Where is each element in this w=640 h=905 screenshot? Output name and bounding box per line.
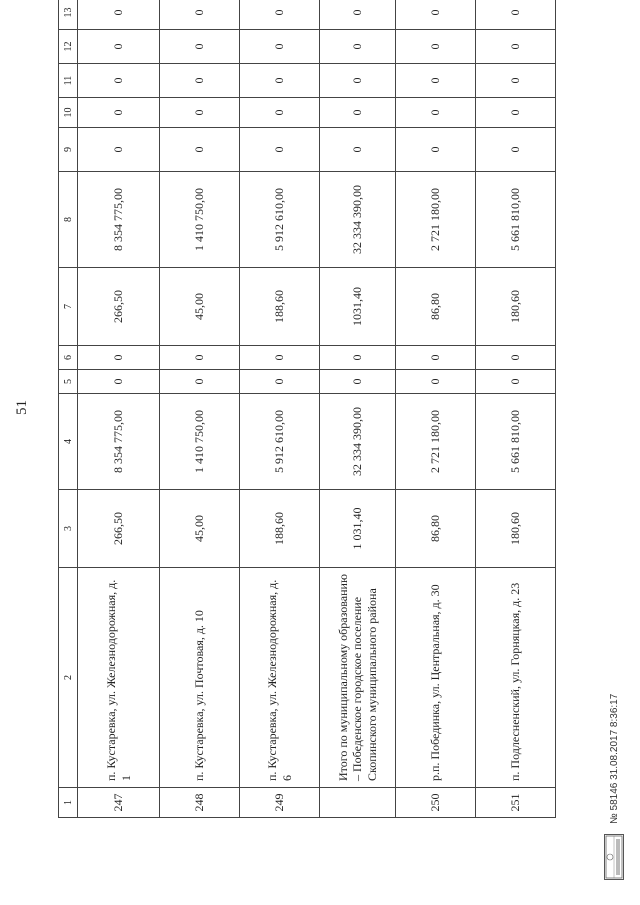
address-cell: п. Кустаревка, ул. Железнодорожная, д. 1 — [78, 568, 160, 788]
header-cell: 1 — [59, 788, 78, 818]
value-cell: 1 410 750,00 — [160, 394, 240, 490]
value-cell: 5 661 810,00 — [476, 394, 556, 490]
value-cell: 266,50 — [78, 268, 160, 346]
value-cell: 0 — [78, 128, 160, 172]
value-cell: 0 — [240, 0, 320, 30]
value-cell: 266,50 — [78, 490, 160, 568]
table-row — [78, 0, 160, 818]
value-cell: 0 — [160, 346, 240, 370]
value-cell: 32 334 390,00 — [320, 172, 396, 268]
value-cell: 0 — [396, 128, 476, 172]
table-row — [476, 0, 556, 818]
header-cell: 3 — [59, 490, 78, 568]
value-cell: 0 — [160, 64, 240, 98]
page-number: 51 — [14, 400, 30, 415]
address-cell: п. Подлесненский, ул. Горняцкая, д. 23 — [476, 568, 556, 788]
value-cell: 0 — [476, 128, 556, 172]
value-cell: 0 — [240, 370, 320, 394]
value-cell: 180,60 — [476, 268, 556, 346]
header-cell: 8 — [59, 172, 78, 268]
value-cell: 0 — [396, 98, 476, 128]
value-cell: 1031,40 — [320, 268, 396, 346]
address-cell: р.п. Побединка, ул. Центральная, д. 30 — [396, 568, 476, 788]
value-cell: 0 — [78, 30, 160, 64]
value-cell: 0 — [476, 346, 556, 370]
value-cell: 188,60 — [240, 268, 320, 346]
value-cell: 0 — [476, 64, 556, 98]
value-cell: 0 — [78, 370, 160, 394]
header-cell: 4 — [59, 394, 78, 490]
value-cell: 45,00 — [160, 268, 240, 346]
value-cell: 0 — [320, 346, 396, 370]
value-cell: 86,80 — [396, 268, 476, 346]
header-cell: 7 — [59, 268, 78, 346]
row-number-cell: 248 — [160, 788, 240, 818]
value-cell: 0 — [160, 30, 240, 64]
header-cell: 2 — [59, 568, 78, 788]
row-number-cell: 251 — [476, 788, 556, 818]
value-cell: 188,60 — [240, 490, 320, 568]
header-cell: 11 — [59, 64, 78, 98]
value-cell: 0 — [78, 346, 160, 370]
value-cell: 0 — [240, 98, 320, 128]
value-cell: 1 410 750,00 — [160, 172, 240, 268]
row-number-cell: 247 — [78, 788, 160, 818]
value-cell: 0 — [476, 98, 556, 128]
value-cell: 0 — [240, 64, 320, 98]
value-cell: 0 — [160, 98, 240, 128]
address-cell: Итого по муниципальному образованию – Победенское городское поселение Скопинского муниципального района — [320, 568, 396, 788]
value-cell: 8 354 775,00 — [78, 172, 160, 268]
value-cell: 0 — [320, 98, 396, 128]
value-cell: 0 — [396, 346, 476, 370]
value-cell: 2 721 180,00 — [396, 172, 476, 268]
table-row — [396, 0, 476, 818]
table-row — [160, 0, 240, 818]
value-cell: 0 — [78, 98, 160, 128]
row-number-cell — [320, 788, 396, 818]
value-cell: 5 912 610,00 — [240, 172, 320, 268]
register-table — [58, 0, 556, 818]
header-cell: 10 — [59, 98, 78, 128]
value-cell: 0 — [476, 370, 556, 394]
value-cell: 0 — [160, 0, 240, 30]
value-cell: 5 912 610,00 — [240, 394, 320, 490]
value-cell: 0 — [320, 0, 396, 30]
registration-number: № 58146 31.08.2017 8:36:17 — [608, 693, 620, 824]
value-cell: 1 031,40 — [320, 490, 396, 568]
header-cell: 13 — [59, 0, 78, 30]
value-cell: 0 — [78, 0, 160, 30]
value-cell: 0 — [160, 128, 240, 172]
value-cell: 0 — [240, 346, 320, 370]
register-table-frame — [58, 7, 530, 818]
value-cell: 0 — [320, 64, 396, 98]
header-cell: 5 — [59, 370, 78, 394]
value-cell: 5 661 810,00 — [476, 172, 556, 268]
header-cell: 9 — [59, 128, 78, 172]
value-cell: 0 — [320, 370, 396, 394]
header-cell: 12 — [59, 30, 78, 64]
value-cell: 0 — [160, 370, 240, 394]
table-row — [320, 0, 396, 818]
value-cell: 32 334 390,00 — [320, 394, 396, 490]
value-cell: 0 — [240, 128, 320, 172]
value-cell: 0 — [396, 30, 476, 64]
row-number-cell: 249 — [240, 788, 320, 818]
value-cell: 0 — [240, 30, 320, 64]
value-cell: 45,00 — [160, 490, 240, 568]
value-cell: 0 — [320, 128, 396, 172]
value-cell: 0 — [396, 64, 476, 98]
address-cell: п. Кустаревка, ул. Почтовая, д. 10 — [160, 568, 240, 788]
table-row — [240, 0, 320, 818]
value-cell: 0 — [396, 0, 476, 30]
table-header-row — [59, 0, 78, 818]
header-cell: 6 — [59, 346, 78, 370]
registration-footer — [604, 600, 624, 880]
table-body — [59, 0, 556, 818]
value-cell: 0 — [320, 30, 396, 64]
value-cell: 0 — [78, 64, 160, 98]
stamp-logo — [604, 834, 624, 880]
value-cell: 2 721 180,00 — [396, 394, 476, 490]
value-cell: 8 354 775,00 — [78, 394, 160, 490]
value-cell: 0 — [476, 30, 556, 64]
stamp-icon — [605, 835, 623, 879]
value-cell: 180,60 — [476, 490, 556, 568]
row-number-cell: 250 — [396, 788, 476, 818]
value-cell: 0 — [396, 370, 476, 394]
value-cell: 0 — [476, 0, 556, 30]
value-cell: 86,80 — [396, 490, 476, 568]
address-cell: п. Кустаревка, ул. Железнодорожная, д. 6 — [240, 568, 320, 788]
